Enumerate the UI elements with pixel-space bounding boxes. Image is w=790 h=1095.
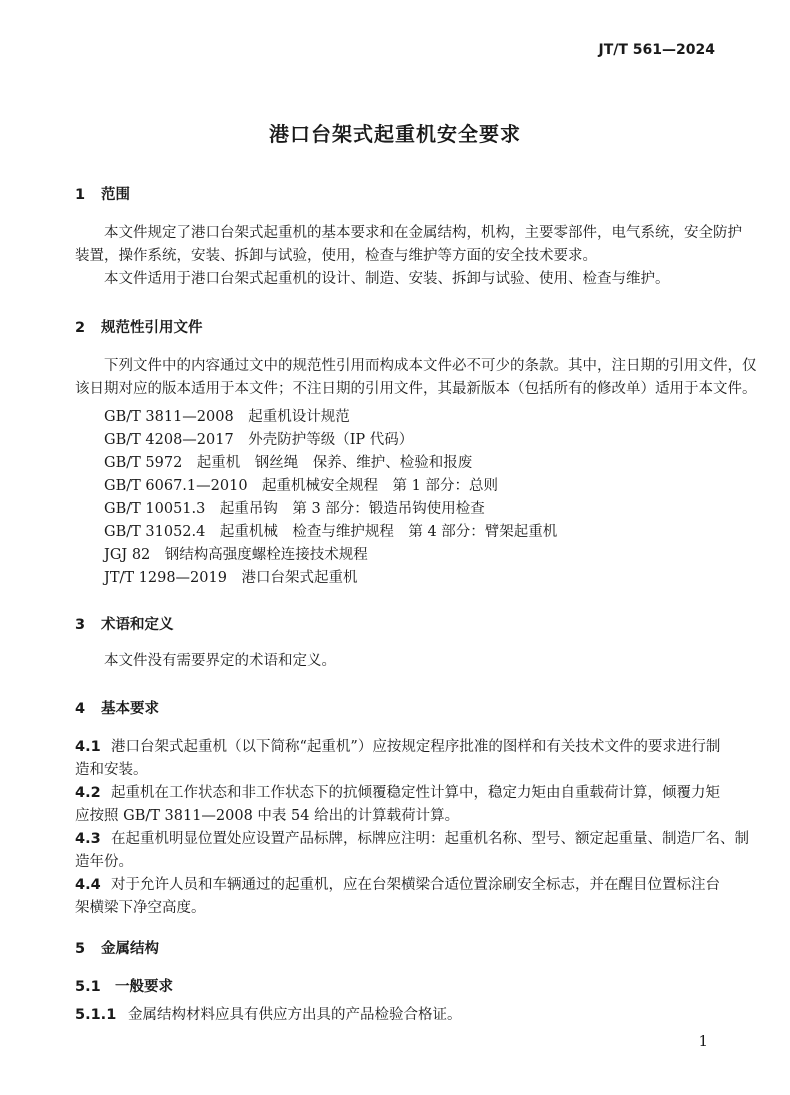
section-4-heading: [75, 697, 159, 718]
section-number: 4: [75, 701, 86, 717]
section-number: 5: [75, 941, 86, 957]
section-5-heading: [75, 937, 159, 958]
reference-item: JT/T 1298—2019 港口台架式起重机: [104, 570, 358, 586]
clause-4-4-line-1: [75, 874, 720, 897]
clause-5-1-1: [75, 1004, 462, 1027]
standard-code: JT/T 561—2024: [598, 42, 715, 58]
clause-4-3-line-1: [75, 828, 749, 851]
clause-number: 5.1.1: [75, 1007, 117, 1023]
section-title: 范围: [101, 187, 130, 203]
clause-4-3-line-2: 造年份。: [75, 854, 133, 870]
subsection-number: 5.1: [75, 979, 101, 995]
section-3-heading: [75, 613, 174, 634]
subsection-5-1-heading: [75, 975, 173, 996]
subsection-title: 一般要求: [115, 979, 173, 995]
clause-text: 港口台架式起重机（以下简称“起重机”）应按规定程序批准的图样和有关技术文件的要求进行制: [111, 739, 721, 755]
section-1-para-1-line-2: 装置，操作系统，安装、拆卸与试验，使用，检查与维护等方面的安全技术要求。: [75, 248, 597, 264]
clause-4-2-line-2: 应按照 GB/T 3811—2008 中表 54 给出的计算载荷计算。: [75, 808, 460, 824]
clause-text: 金属结构材料应具有供应方出具的产品检验合格证。: [128, 1007, 462, 1023]
reference-item: GB/T 31052.4 起重机械 检查与维护规程 第 4 部分：臂架起重机: [104, 524, 558, 540]
clause-text: 在起重机明显位置处应设置产品标牌，标牌应注明：起重机名称、型号、额定起重量、制造厂名、制: [111, 831, 749, 847]
clause-number: 4.2: [75, 785, 101, 801]
section-title: 金属结构: [101, 941, 159, 957]
section-1-para-1-line-1: 本文件规定了港口台架式起重机的基本要求和在金属结构，机构，主要零部件，电气系统，安全防护: [104, 225, 742, 241]
section-title: 基本要求: [101, 701, 159, 717]
reference-item: GB/T 4208—2017 外壳防护等级（IP 代码）: [104, 432, 414, 448]
clause-number: 4.3: [75, 831, 101, 847]
section-number: 2: [75, 320, 86, 336]
section-2-para-1-line-2: 该日期对应的版本适用于本文件；不注日期的引用文件，其最新版本（包括所有的修改单）适用于本文件。: [75, 381, 757, 397]
reference-item: GB/T 3811—2008 起重机设计规范: [104, 409, 350, 425]
clause-number: 4.1: [75, 739, 101, 755]
clause-4-1-line-2: 造和安装。: [75, 762, 148, 778]
section-2-heading: [75, 316, 203, 337]
reference-item: GB/T 5972 起重机 钢丝绳 保养、维护、检验和报废: [104, 455, 473, 471]
section-1-para-2: 本文件适用于港口台架式起重机的设计、制造、安装、拆卸与试验、使用、检查与维护。: [104, 271, 670, 287]
section-title: 术语和定义: [101, 617, 174, 633]
section-number: 3: [75, 617, 86, 633]
section-3-para: 本文件没有需要界定的术语和定义。: [104, 653, 336, 669]
page-number: 1: [698, 1032, 708, 1050]
section-1-heading: [75, 183, 130, 204]
clause-4-4-line-2: 架横梁下净空高度。: [75, 900, 206, 916]
clause-text: 起重机在工作状态和非工作状态下的抗倾覆稳定性计算中，稳定力矩由自重载荷计算，倾覆力矩: [111, 785, 720, 801]
clause-4-1-line-1: [75, 736, 720, 759]
section-number: 1: [75, 187, 86, 203]
clause-number: 4.4: [75, 877, 101, 893]
reference-item: JGJ 82 钢结构高强度螺栓连接技术规程: [104, 547, 368, 563]
reference-item: GB/T 6067.1—2010 起重机械安全规程 第 1 部分：总则: [104, 478, 498, 494]
reference-item: GB/T 10051.3 起重吊钩 第 3 部分：锻造吊钩使用检查: [104, 501, 485, 517]
document-title: 港口台架式起重机安全要求: [269, 122, 521, 146]
section-title: 规范性引用文件: [101, 320, 203, 336]
section-2-para-1-line-1: 下列文件中的内容通过文中的规范性引用而构成本文件必不可少的条款。其中，注日期的引用文件，仅: [104, 358, 757, 374]
clause-4-2-line-1: [75, 782, 720, 805]
clause-text: 对于允许人员和车辆通过的起重机，应在台架横梁合适位置涂刷安全标志，并在醒目位置标注台: [111, 877, 720, 893]
